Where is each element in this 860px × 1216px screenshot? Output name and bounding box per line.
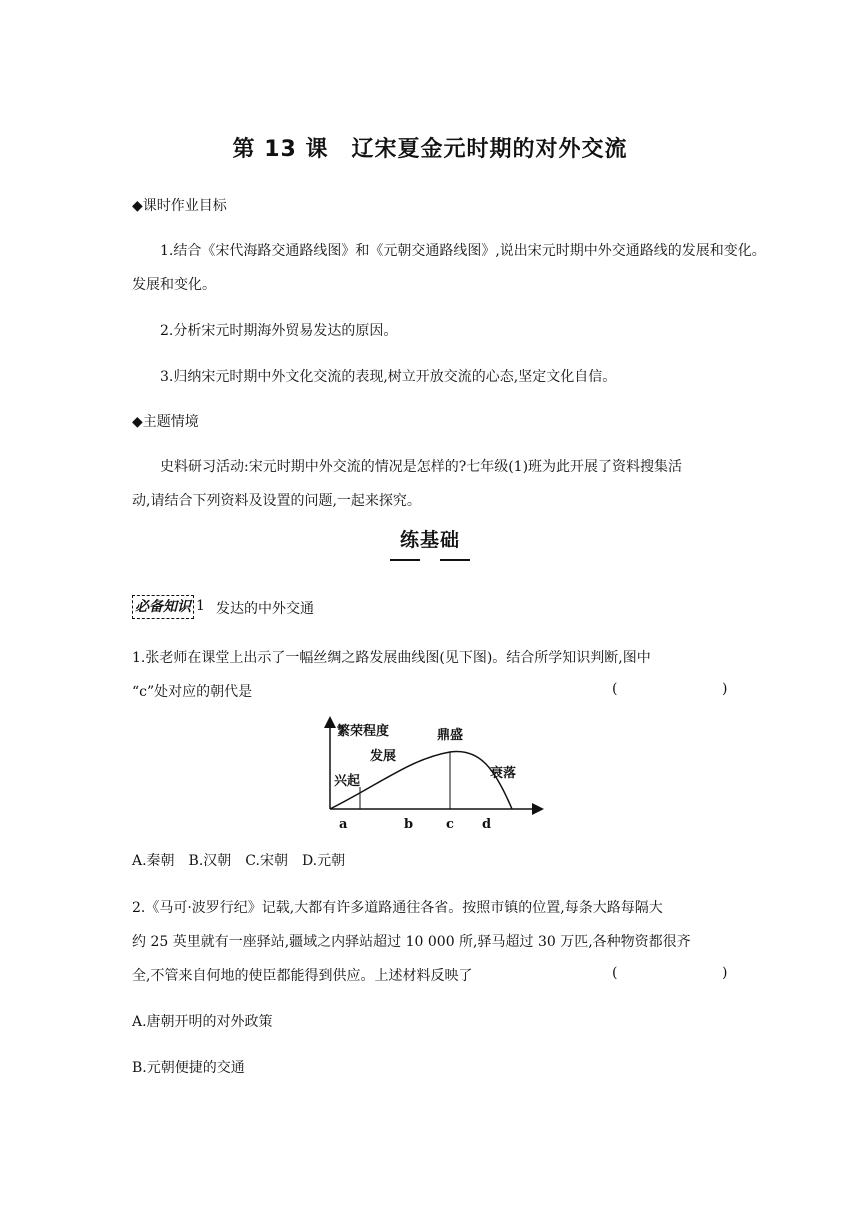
q1-paren-open: ( — [612, 681, 618, 697]
goal-item-2: 2.分析宋元时期海外贸易发达的原因。 — [160, 323, 398, 339]
x-tick-d: d — [482, 817, 492, 832]
annotation-fazhan: 发展 — [370, 749, 397, 764]
x-tick-a: a — [339, 817, 348, 832]
q1-line1: 1.张老师在课堂上出示了一幅丝绸之路发展曲线图(见下图)。结合所学知识判断,图中 — [132, 650, 651, 666]
goals-heading: ◆课时作业目标 — [132, 198, 227, 214]
q1-options: A.秦朝 B.汉朝 C.宋朝 D.元朝 — [132, 853, 346, 869]
q2-line3: 全,不管来自何地的使臣都能得到供应。上述材料反映了 — [132, 968, 473, 984]
q2-line2: 约 25 英里就有一座驿站,疆域之内驿站超过 10 000 所,驿马超过 30 万匹,各种物资都很齐 — [132, 934, 691, 950]
q2-paren-close: ) — [722, 965, 728, 981]
annotation-shuailuo: 衰落 — [490, 766, 517, 781]
annotation-xingqi: 兴起 — [334, 774, 361, 789]
knowledge-number: 1 — [196, 598, 205, 614]
q2-line1: 2.《马可·波罗行纪》记载,大都有许多道路通往各省。按照市镇的位置,每条大路每隔大 — [132, 900, 663, 916]
goal-item-1-cont: 发展和变化。 — [132, 277, 216, 293]
knowledge-label: 发达的中外交通 — [216, 601, 314, 617]
x-tick-c: c — [446, 817, 454, 832]
section-banner: 练基础 — [399, 529, 460, 551]
banner-underline-left — [390, 559, 420, 561]
theme-heading: ◆主题情境 — [132, 414, 199, 430]
x-tick-b: b — [404, 817, 414, 832]
theme-text-line1: 史料研习活动:宋元时期中外交流的情况是怎样的?七年级(1)班为此开展了资料搜集活 — [160, 459, 683, 475]
theme-text-line2: 动,请结合下列资料及设置的问题,一起来探究。 — [132, 493, 421, 509]
silk-road-chart — [320, 714, 545, 832]
q1-paren-close: ) — [722, 681, 728, 697]
q2-option-a: A.唐朝开明的对外政策 — [132, 1014, 273, 1030]
banner-underline-right — [440, 559, 470, 561]
goal-item-1: 1.结合《宋代海路交通路线图》和《元朝交通路线图》,说出宋元时期中外交通路线的发展和变化。 — [160, 243, 766, 259]
q2-option-b: B.元朝便捷的交通 — [132, 1060, 245, 1076]
y-axis-label: 繁荣程度 — [337, 724, 390, 739]
page-title: 第 13 课 辽宋夏金元时期的对外交流 — [232, 137, 628, 162]
annotation-dingsheng: 鼎盛 — [437, 728, 464, 743]
q1-line2: “c”处对应的朝代是 — [132, 684, 253, 700]
q2-paren-open: ( — [612, 965, 618, 981]
knowledge-tag: 必备知识 — [132, 595, 194, 619]
goal-item-3: 3.归纳宋元时期中外文化交流的表现,树立开放交流的心态,坚定文化自信。 — [160, 369, 617, 385]
